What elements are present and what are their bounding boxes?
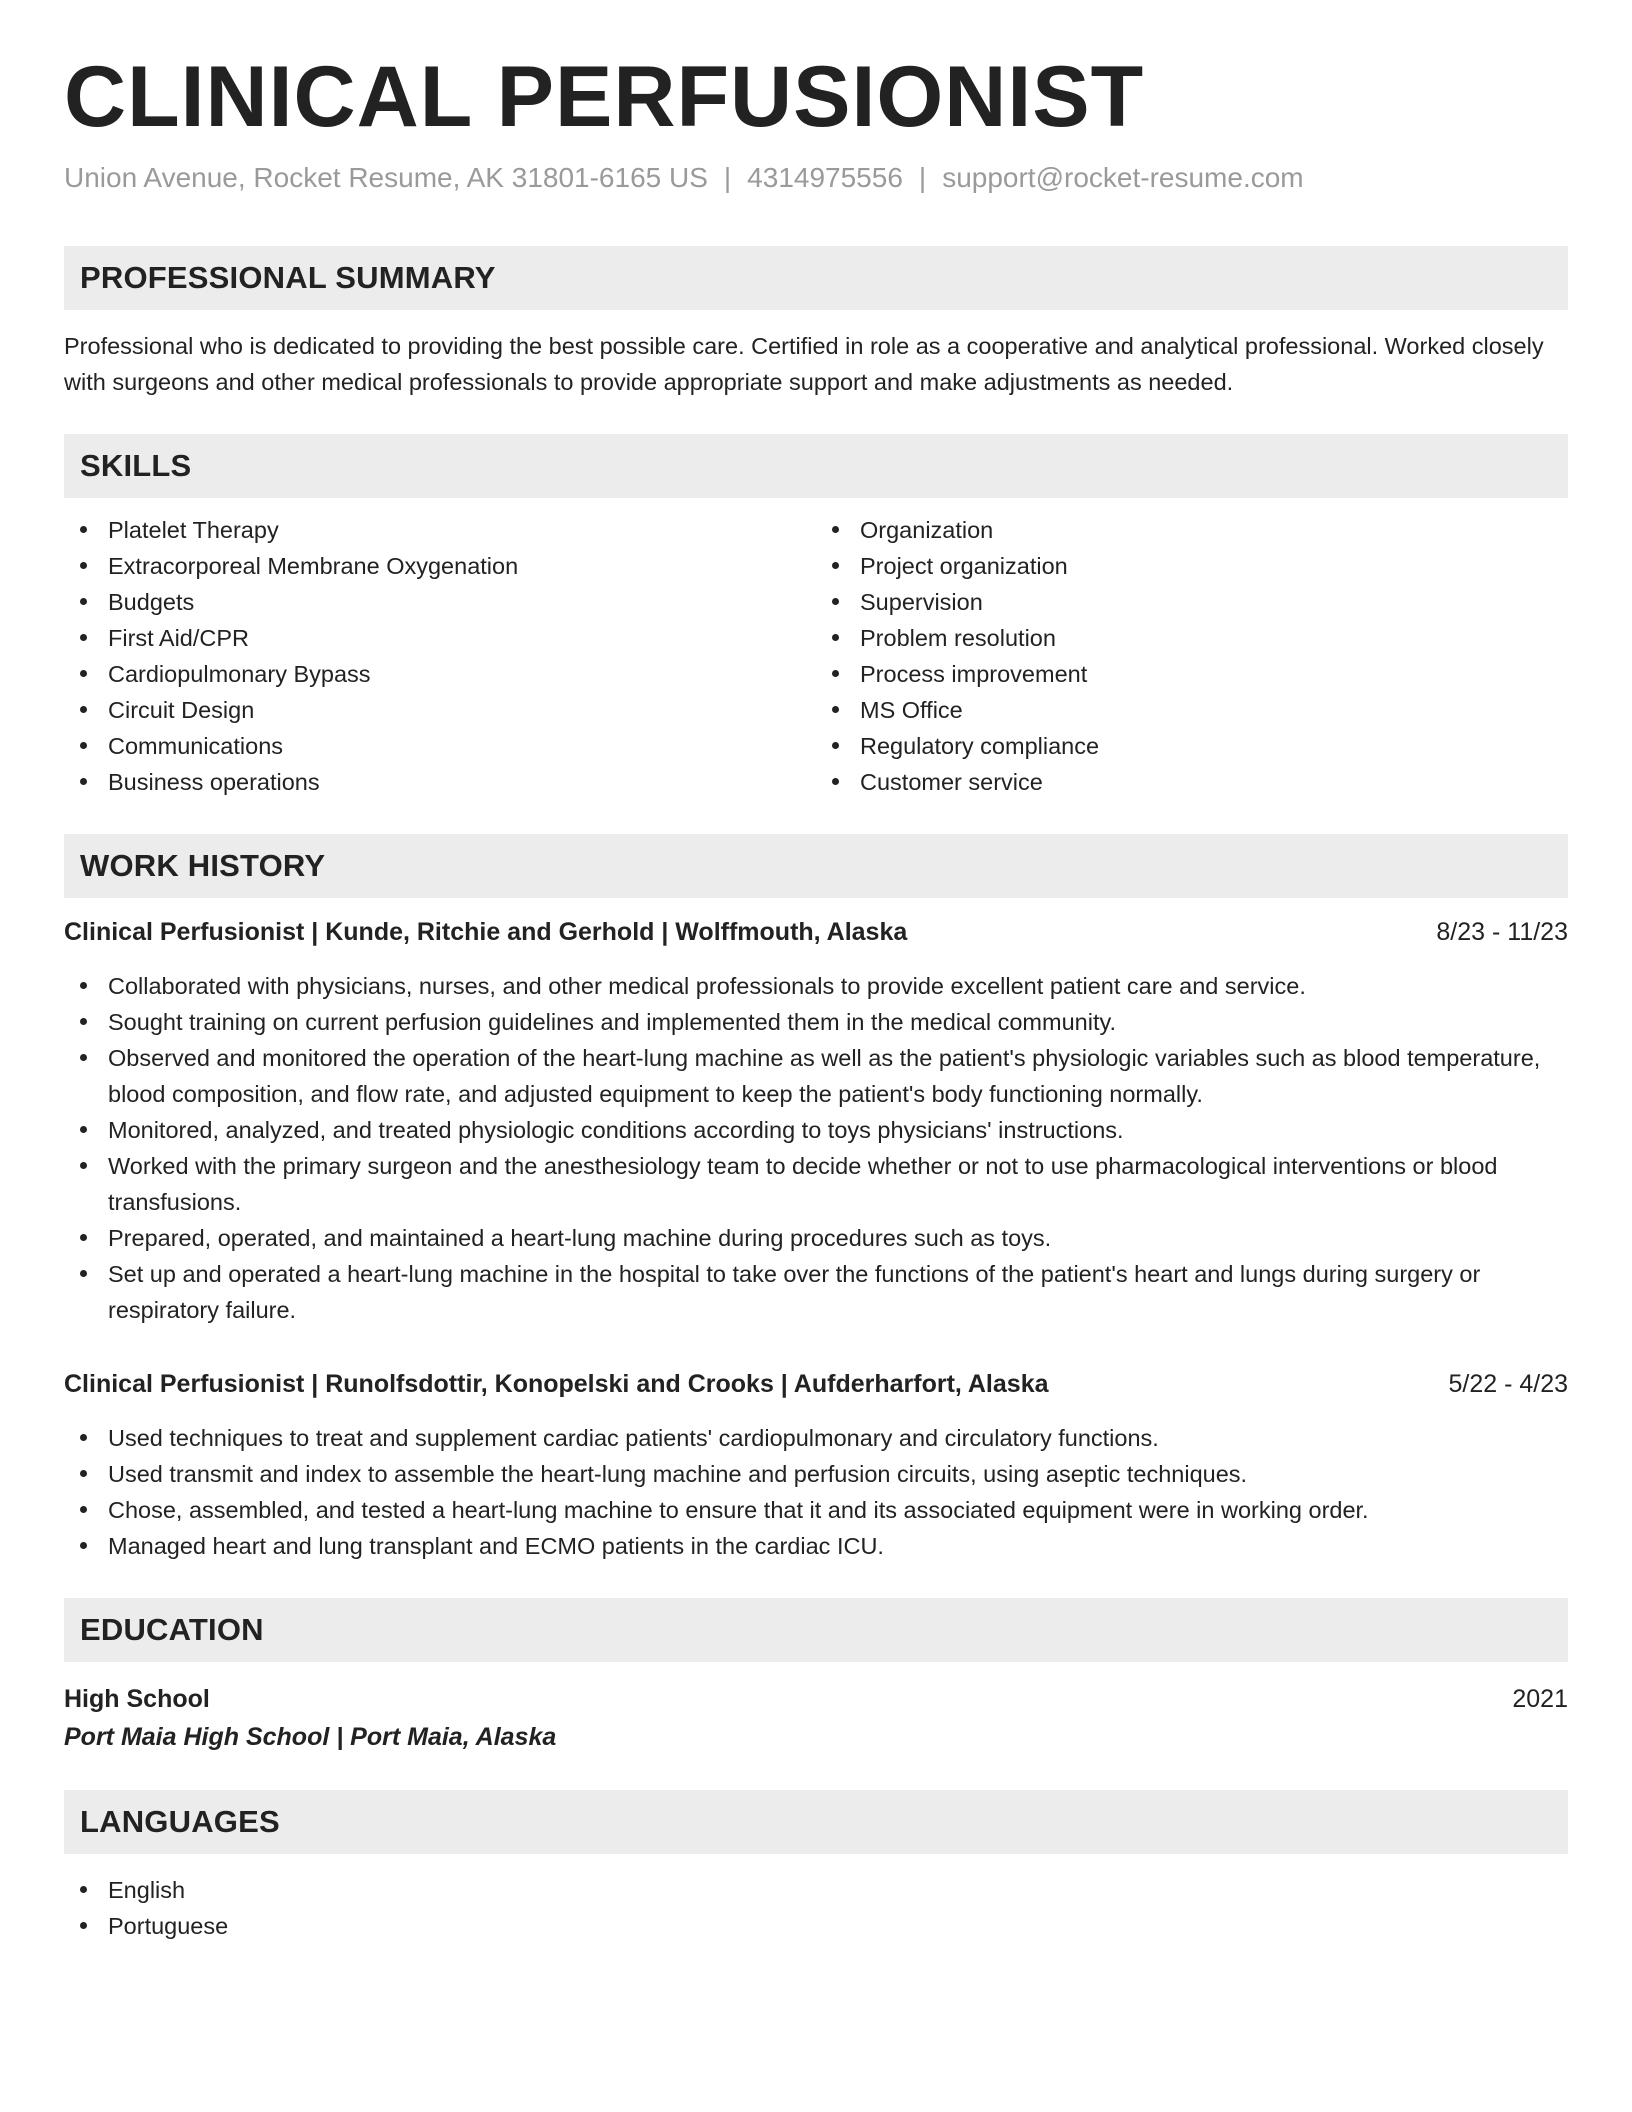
job-bullets (64, 1420, 1568, 1564)
job-bullet: Worked with the primary surgeon and the anesthesiology team to decide whether or not to use pharmacological interventions or blood transfusions. (64, 1148, 1568, 1220)
skill-item: Platelet Therapy (64, 512, 816, 548)
skills-list-left (64, 512, 816, 800)
skills-columns (64, 512, 1568, 800)
contact-separator: | (918, 162, 927, 194)
skill-item: Organization (816, 512, 1568, 548)
job-bullet: Collaborated with physicians, nurses, and other medical professionals to provide excellent patient care and service. (64, 968, 1568, 1004)
contact-line (64, 162, 1568, 194)
section-heading-languages: LANGUAGES (64, 1790, 1568, 1854)
job-dates: 5/22 - 4/23 (1448, 1370, 1568, 1399)
education-year: 2021 (1512, 1685, 1568, 1714)
skill-item: Process improvement (816, 656, 1568, 692)
education-school: Port Maia High School | Port Maia, Alaska (64, 1723, 557, 1752)
section-heading-work-history: WORK HISTORY (64, 834, 1568, 898)
job-header (64, 1366, 1568, 1402)
language-item: English (64, 1872, 1568, 1908)
skill-item: First Aid/CPR (64, 620, 816, 656)
candidate-name: CLINICAL PERFUSIONIST (64, 49, 1145, 145)
section-heading-education: EDUCATION (64, 1598, 1568, 1662)
job-bullet: Prepared, operated, and maintained a heart-lung machine during procedures such as toys. (64, 1220, 1568, 1256)
language-item: Portuguese (64, 1908, 1568, 1944)
job-bullet: Used techniques to treat and supplement cardiac patients' cardiopulmonary and circulatory functions. (64, 1420, 1568, 1456)
job-title: Clinical Perfusionist | Kunde, Ritchie and Gerhold | Wolffmouth, Alaska (64, 918, 908, 947)
job-entry (64, 914, 1568, 1328)
skills-list-right (816, 512, 1568, 800)
job-bullet: Observed and monitored the operation of the heart-lung machine as well as the patient's physiologic variables such as blood temperature, blood composition, and flow rate, and adjusted equipment to keep the patient's body functioning normally. (64, 1040, 1568, 1112)
skill-item: Customer service (816, 764, 1568, 800)
summary-text: Professional who is dedicated to providing the best possible care. Certified in role as a cooperative and analytical professional. Worked closely with surgeons and other medical professionals to provide appropriate support and make adjustments as needed. (64, 333, 1544, 396)
skill-item: Problem resolution (816, 620, 1568, 656)
job-dates: 8/23 - 11/23 (1436, 918, 1568, 947)
skill-item: Communications (64, 728, 816, 764)
job-bullet: Used transmit and index to assemble the heart-lung machine and perfusion circuits, using aseptic techniques. (64, 1456, 1568, 1492)
job-bullet: Managed heart and lung transplant and ECMO patients in the cardiac ICU. (64, 1528, 1568, 1564)
skill-item: Project organization (816, 548, 1568, 584)
section-heading-skills: SKILLS (64, 434, 1568, 498)
education-degree: High School (64, 1685, 210, 1714)
skill-item: Budgets (64, 584, 816, 620)
languages-list (64, 1872, 1568, 1944)
contact-separator: | (723, 162, 732, 194)
section-heading-summary: PROFESSIONAL SUMMARY (64, 246, 1568, 310)
job-bullets (64, 968, 1568, 1328)
job-bullet: Set up and operated a heart-lung machine in the hospital to take over the functions of the patient's heart and lungs during surgery or respiratory failure. (64, 1256, 1568, 1328)
contact-address: Union Avenue, Rocket Resume, AK 31801-6165 US (64, 162, 708, 194)
contact-email: support@rocket-resume.com (942, 162, 1304, 194)
job-bullet: Sought training on current perfusion guidelines and implemented them in the medical community. (64, 1004, 1568, 1040)
contact-phone: 4314975556 (747, 162, 903, 194)
education-entry (64, 1680, 1568, 1756)
job-bullet: Chose, assembled, and tested a heart-lung machine to ensure that it and its associated equipment were in working order. (64, 1492, 1568, 1528)
skill-item: Business operations (64, 764, 816, 800)
job-bullet: Monitored, analyzed, and treated physiologic conditions according to toys physicians' instructions. (64, 1112, 1568, 1148)
skill-item: Circuit Design (64, 692, 816, 728)
job-title: Clinical Perfusionist | Runolfsdottir, Konopelski and Crooks | Aufderharfort, Alaska (64, 1370, 1049, 1399)
job-header (64, 914, 1568, 950)
skill-item: Supervision (816, 584, 1568, 620)
skill-item: Cardiopulmonary Bypass (64, 656, 816, 692)
skill-item: MS Office (816, 692, 1568, 728)
education-header (64, 1680, 1568, 1718)
skill-item: Regulatory compliance (816, 728, 1568, 764)
skill-item: Extracorporeal Membrane Oxygenation (64, 548, 816, 584)
job-entry (64, 1366, 1568, 1564)
